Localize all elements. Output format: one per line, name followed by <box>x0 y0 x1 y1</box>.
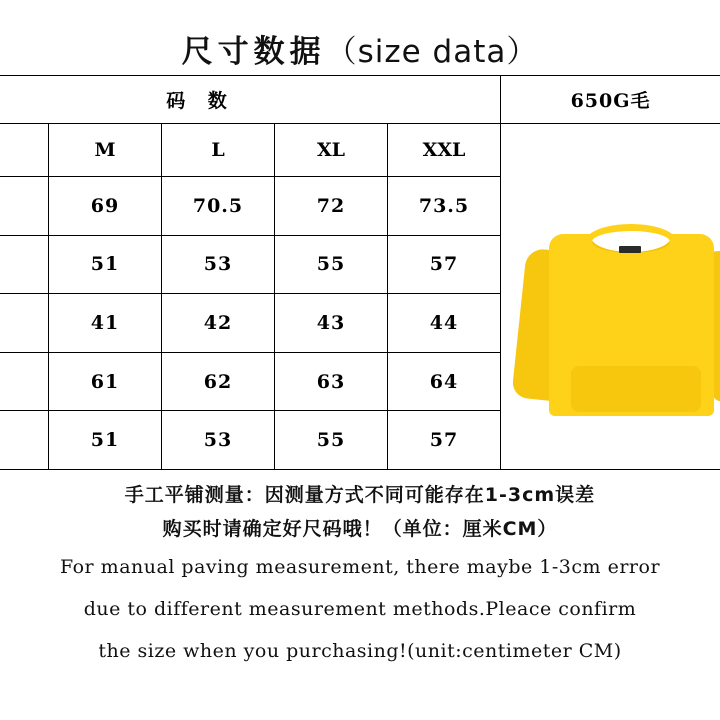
cell-r5-l: 53 <box>162 411 275 470</box>
cell-r1-xl: 72 <box>275 177 388 236</box>
title-english: （size data） <box>325 34 539 70</box>
size-col-xxl: XXL <box>388 124 501 177</box>
row-label-2 <box>0 235 49 294</box>
cell-r3-xl: 43 <box>275 294 388 353</box>
note-en-line2: due to different measurement methods.Pleace confirm <box>83 598 637 620</box>
row-label-3 <box>0 294 49 353</box>
note-en-line3: the size when you purchasing!(unit:centimeter CM) <box>98 640 622 662</box>
cell-r4-xxl: 64 <box>388 352 501 411</box>
cell-r2-l: 53 <box>162 235 275 294</box>
cell-r5-xl: 55 <box>275 411 388 470</box>
cell-r2-m: 51 <box>49 235 162 294</box>
cell-r4-xl: 63 <box>275 352 388 411</box>
product-photo <box>501 124 720 469</box>
header-weight: 650G毛 <box>501 76 720 124</box>
size-col-xl: XL <box>275 124 388 177</box>
cell-r4-l: 62 <box>162 352 275 411</box>
page-title <box>0 26 720 71</box>
cell-r2-xl: 55 <box>275 235 388 294</box>
row-label-4 <box>0 352 49 411</box>
measurement-notes <box>0 478 720 672</box>
sweatshirt-illustration <box>519 216 720 416</box>
note-cn-line1: 手工平铺测量：因测量方式不同可能存在1-3cm误差 <box>124 484 596 506</box>
product-photo-cell <box>501 124 720 470</box>
size-table-area <box>0 75 720 470</box>
cell-r1-m: 69 <box>49 177 162 236</box>
size-row-label <box>0 124 49 177</box>
row-label-1 <box>0 177 49 236</box>
cell-r3-l: 42 <box>162 294 275 353</box>
size-col-l: L <box>162 124 275 177</box>
title-text <box>182 26 539 71</box>
cell-r3-xxl: 44 <box>388 294 501 353</box>
note-cn-line2: 购买时请确定好尺码哦！（单位：厘米CM） <box>162 518 558 540</box>
brand-tag <box>619 246 641 253</box>
cell-r3-m: 41 <box>49 294 162 353</box>
cell-r2-xxl: 57 <box>388 235 501 294</box>
table-row-sizes <box>0 124 720 177</box>
cell-r4-m: 61 <box>49 352 162 411</box>
cell-r1-l: 70.5 <box>162 177 275 236</box>
cell-r5-xxl: 57 <box>388 411 501 470</box>
fabric-shadow <box>571 366 701 412</box>
header-size-group: 码 数 <box>0 76 501 124</box>
size-col-m: M <box>49 124 162 177</box>
cell-r1-xxl: 73.5 <box>388 177 501 236</box>
table-row-header <box>0 76 720 124</box>
cell-r5-m: 51 <box>49 411 162 470</box>
size-table <box>0 75 720 470</box>
title-chinese: 尺寸数据 <box>181 34 326 70</box>
note-en-line1: For manual paving measurement, there maybe 1-3cm error <box>59 556 661 578</box>
row-label-5 <box>0 411 49 470</box>
